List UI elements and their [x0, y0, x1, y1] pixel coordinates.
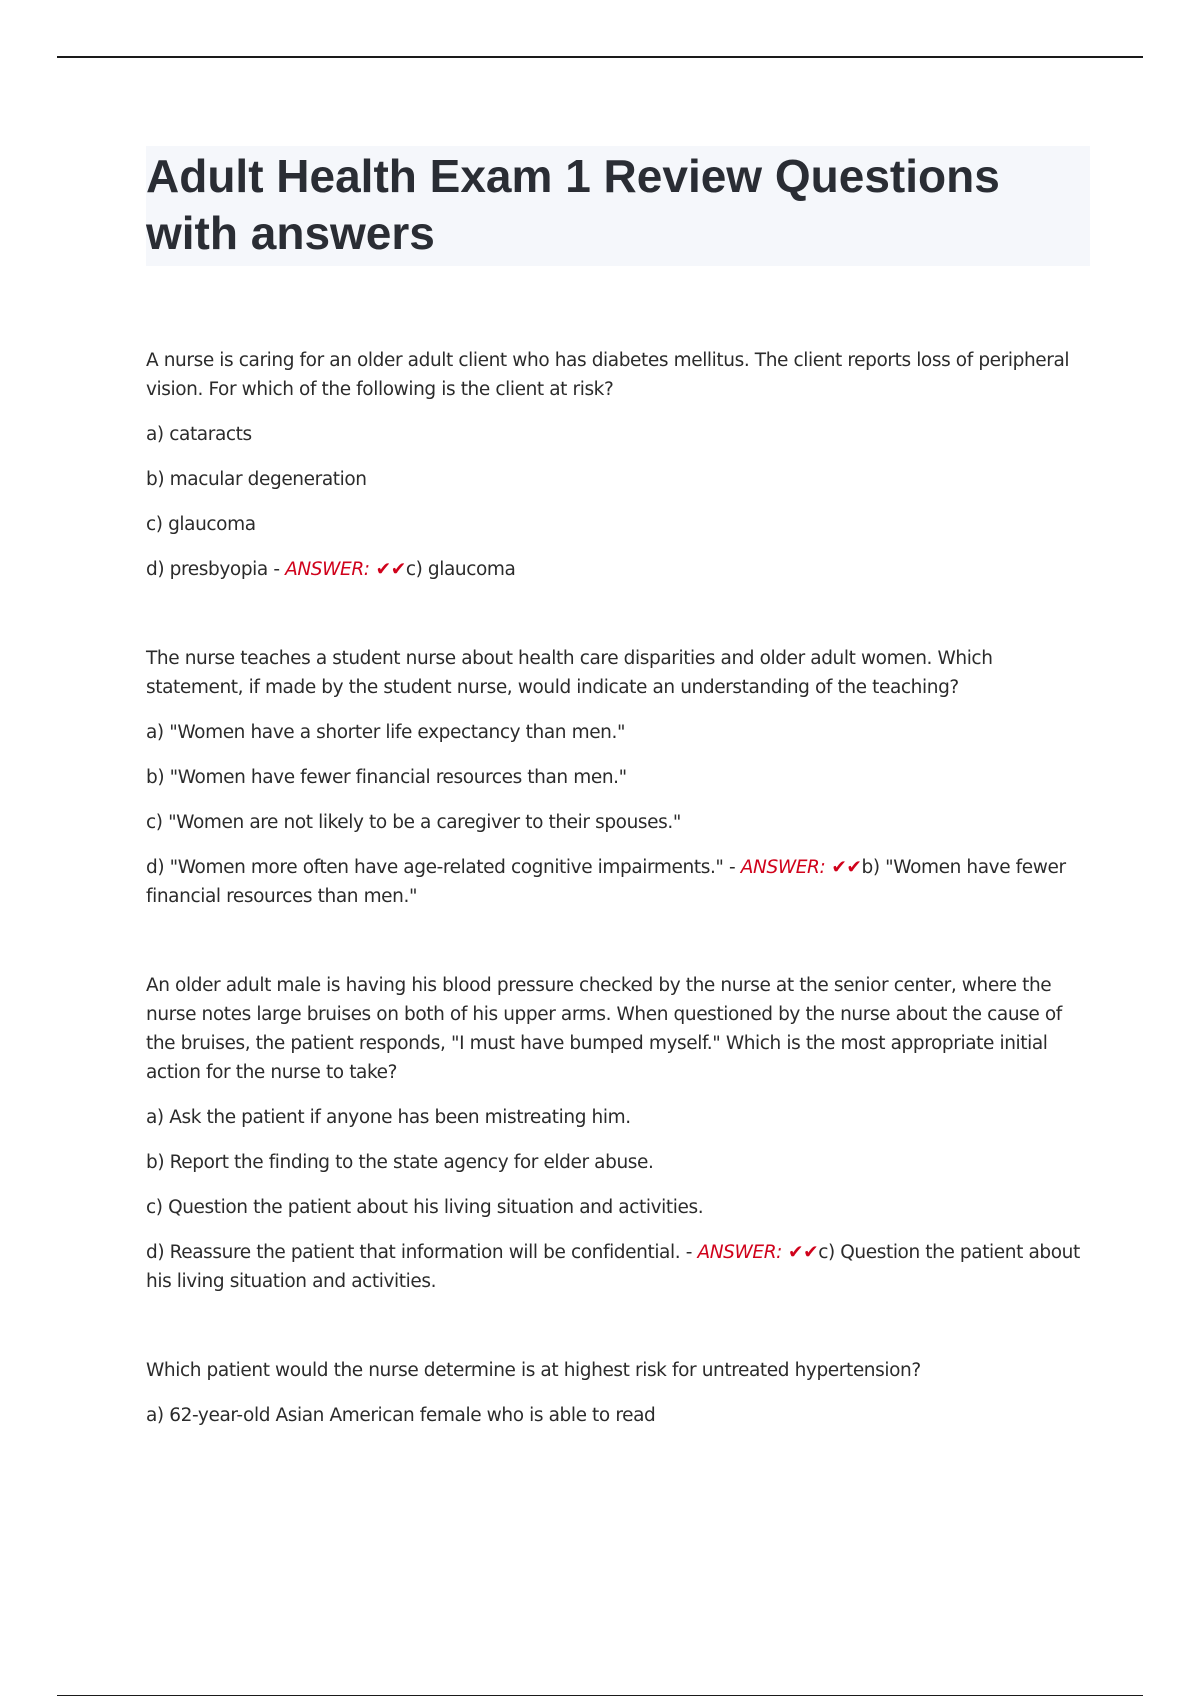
option-text: d) presbyopia	[146, 559, 268, 580]
answer-option	[146, 555, 1091, 584]
option-text: c) Question the patient about his living situation and activities.	[146, 1197, 704, 1218]
double-check-icon: ✔✔	[831, 857, 862, 878]
answer-option	[146, 1193, 1091, 1222]
option-text: c) glaucoma	[146, 514, 256, 535]
answer-option	[146, 853, 1091, 911]
answer-option	[146, 763, 1091, 792]
double-check-icon: ✔✔	[375, 559, 406, 580]
answer-label: ANSWER:	[740, 857, 826, 878]
answer-option	[146, 420, 1091, 449]
answer-separator: -	[723, 857, 741, 878]
question-block	[146, 644, 1091, 911]
answer-option	[146, 465, 1091, 494]
answer-label: ANSWER:	[697, 1242, 782, 1263]
question-text: The nurse teaches a student nurse about health care disparities and older adult women. Which statement, if made by the student nurse, would indicate an understanding of the teaching?	[146, 648, 993, 698]
option-text: d) "Women more often have age-related cognitive impairments."	[146, 857, 724, 878]
answer-separator: -	[680, 1242, 698, 1263]
option-text: a) "Women have a shorter life expectancy than men."	[146, 722, 626, 743]
option-text: a) cataracts	[146, 424, 252, 445]
answer-option	[146, 510, 1091, 539]
answer-option	[146, 1103, 1091, 1132]
question-text: A nurse is caring for an older adult client who has diabetes mellitus. The client reports loss of peripheral vision. For which of the following is the client at risk?	[146, 350, 1070, 400]
answer-option	[146, 1148, 1091, 1177]
document-body	[146, 146, 1091, 1430]
option-text: a) 62-year-old Asian American female who is able to read	[146, 1405, 656, 1426]
option-text: b) "Women have fewer financial resources than men."	[146, 767, 627, 788]
option-text: d) Reassure the patient that information will be confidential.	[146, 1242, 681, 1263]
document-title: Adult Health Exam 1 Review Questions with answers	[146, 150, 1000, 259]
correct-answer-text: c) glaucoma	[405, 559, 516, 580]
answer-option	[146, 1401, 1091, 1430]
question-block	[146, 971, 1091, 1296]
option-text: b) Report the finding to the state agency for elder abuse.	[146, 1152, 654, 1173]
answer-option	[146, 718, 1091, 747]
option-text: b) macular degeneration	[146, 469, 367, 490]
correct-answer-text: c) Question the patient about his living situation and activities.	[146, 1242, 1080, 1292]
top-rule	[57, 56, 1143, 58]
question-text: Which patient would the nurse determine is at highest risk for untreated hypertension?	[146, 1360, 921, 1381]
correct-answer-text: b) "Women have fewer financial resources than men."	[146, 857, 1066, 907]
answer-option	[146, 808, 1091, 837]
bottom-rule	[57, 1695, 1143, 1696]
question-text: An older adult male is having his blood pressure checked by the nurse at the senior center, where the nurse notes large bruises on both of his upper arms. When questioned by the nurse about the cause of the bruises, the patient responds, "I must have bumped myself." Which is the most appropriate initial action for the nurse to take?	[146, 975, 1062, 1083]
question-list	[146, 346, 1091, 1430]
answer-label: ANSWER:	[285, 559, 370, 580]
answer-option	[146, 1238, 1091, 1296]
question-block	[146, 346, 1091, 584]
answer-separator: -	[267, 559, 286, 580]
double-check-icon: ✔✔	[787, 1242, 819, 1263]
question-block	[146, 1356, 1091, 1430]
option-text: c) "Women are not likely to be a caregiver to their spouses."	[146, 812, 681, 833]
option-text: a) Ask the patient if anyone has been mistreating him.	[146, 1107, 631, 1128]
title-banner	[146, 146, 1090, 266]
